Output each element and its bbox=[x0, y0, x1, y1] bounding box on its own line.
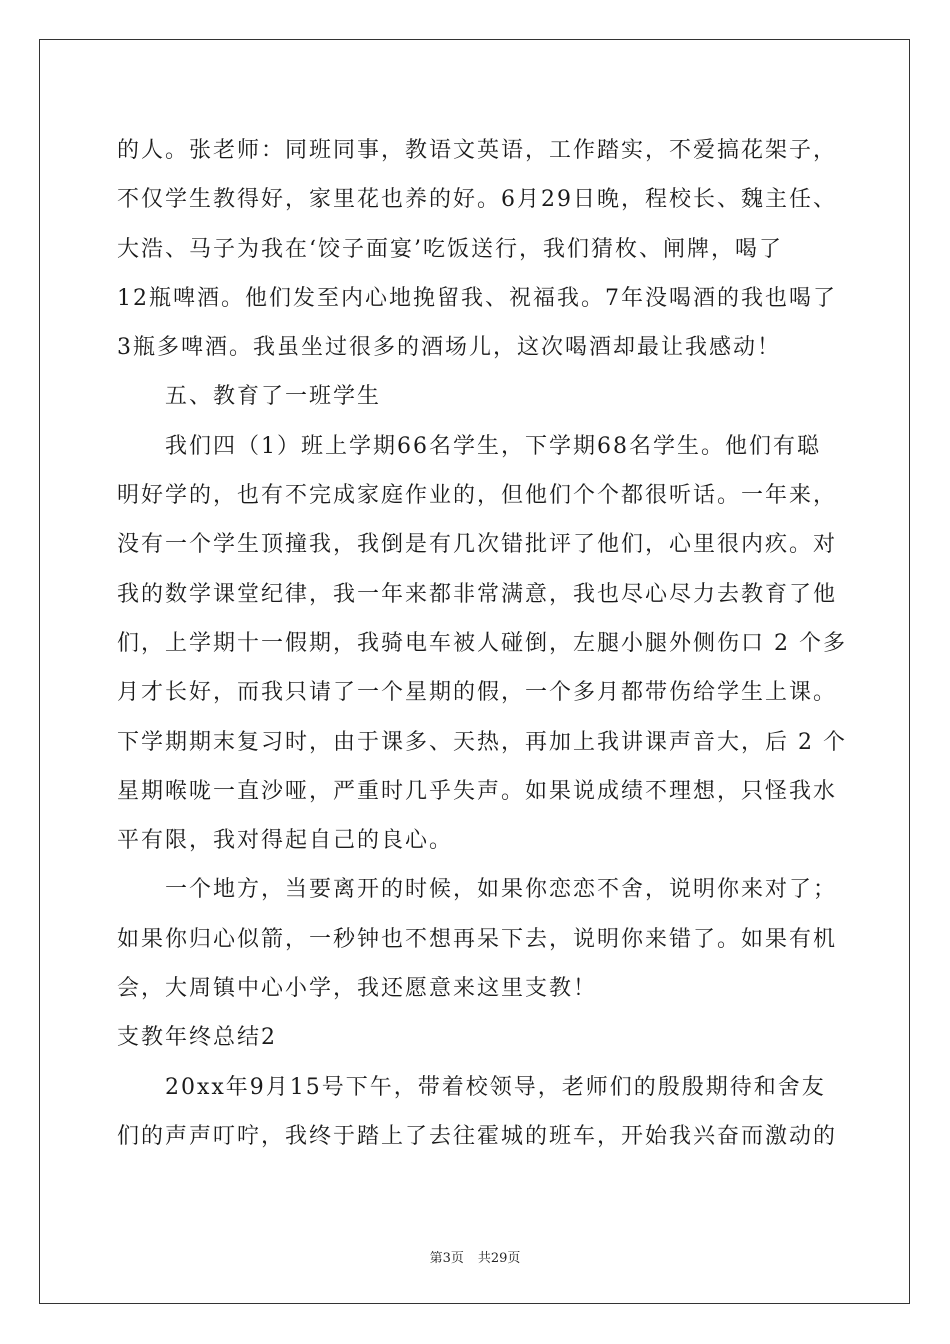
document-title: 支教年终总结2 bbox=[117, 1025, 277, 1051]
text-line: 星期喉咙一直沙哑，严重时几乎失声。如果说成绩不理想，只怪我水 bbox=[117, 778, 838, 804]
text-line: 平有限，我对得起自己的良心。 bbox=[117, 828, 454, 854]
text-line: 们的声声叮咛，我终于踏上了去往霍城的班车，开始我兴奋而激动的 bbox=[117, 1123, 838, 1149]
document-body bbox=[117, 126, 857, 1161]
page-number: 第3页 bbox=[429, 1251, 464, 1266]
text-line: 一个地方，当要离开的时候，如果你恋恋不舍，说明你来对了； bbox=[165, 877, 838, 903]
text-line: 的人。张老师：同班同事，教语文英语，工作踏实，不爱搞花架子， bbox=[117, 138, 838, 163]
section-heading: 五、教育了一班学生 bbox=[165, 384, 382, 410]
total-pages: 共29页 bbox=[477, 1251, 521, 1266]
text-line: 20xx年9月15号下午，带着校领导，老师们的殷殷期待和舍友 bbox=[165, 1074, 826, 1100]
text-line: 如果你归心似箭，一秒钟也不想再呆下去，说明你来错了。如果有机 bbox=[117, 926, 838, 952]
text-line: 会，大周镇中心小学，我还愿意来这里支教！ bbox=[117, 976, 598, 1002]
text-line: 明好学的，也有不完成家庭作业的，但他们个个都很听话。一年来， bbox=[117, 483, 838, 509]
page-footer bbox=[0, 1247, 950, 1266]
text-line: 3瓶多啤酒。我虽坐过很多的酒场儿，这次喝酒却最让我感动！ bbox=[117, 335, 781, 361]
text-line: 我们四（1）班上学期66名学生，下学期68名学生。他们有聪 bbox=[165, 433, 821, 459]
text-line: 们，上学期十一假期，我骑电车被人碰倒，左腿小腿外侧伤口 2 个多 bbox=[117, 630, 847, 656]
text-line: 大浩、马子为我在‘饺子面宴’吃饭送行，我们猜枚、闸牌，喝了 bbox=[117, 236, 783, 262]
text-line: 不仅学生教得好，家里花也养的好。6月29日晚，程校长、魏主任、 bbox=[117, 187, 837, 213]
text-line: 12瓶啤酒。他们发至内心地挽留我、祝福我。7年没喝酒的我也喝了 bbox=[117, 285, 837, 311]
text-line: 没有一个学生顶撞我，我倒是有几次错批评了他们，心里很内疚。对 bbox=[117, 532, 838, 558]
text-line: 下学期期末复习时，由于课多、天热，再加上我讲课声音大，后 2 个 bbox=[117, 729, 847, 755]
text-line: 我的数学课堂纪律，我一年来都非常满意，我也尽心尽力去教育了他 bbox=[117, 581, 838, 607]
text-line: 月才长好，而我只请了一个星期的假，一个多月都带伤给学生上课。 bbox=[117, 680, 838, 706]
